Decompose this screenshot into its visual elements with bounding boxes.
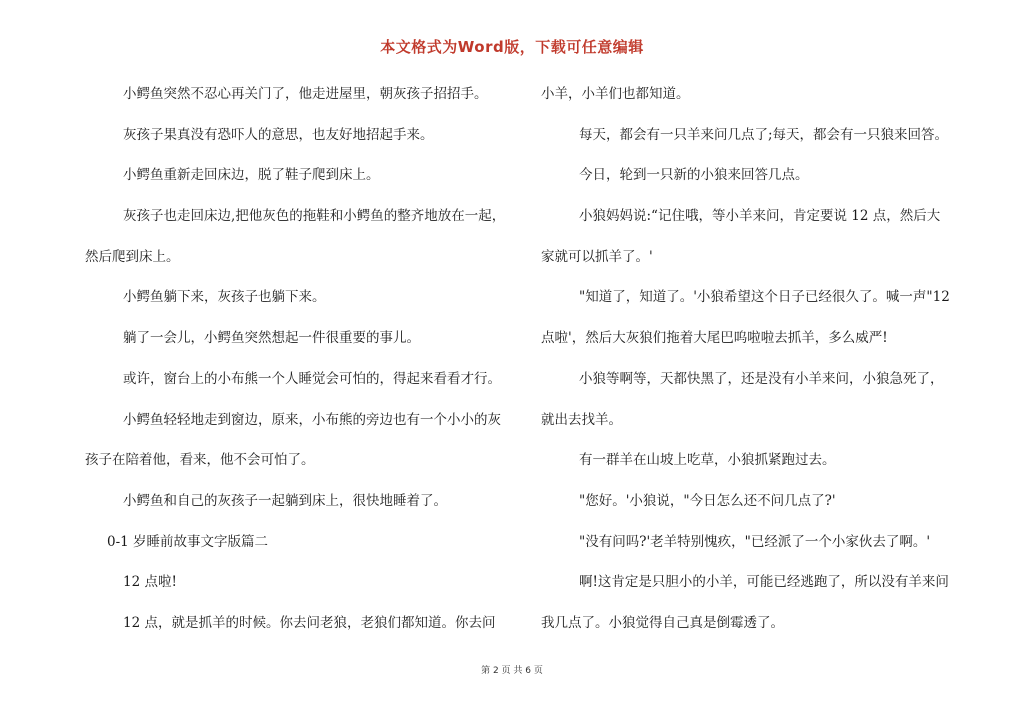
paragraph-line: 12 点，就是抓羊的时候。你去问老狼，老狼们都知道。你去问 [123,614,496,631]
section-heading: 0-1 岁睡前故事文字版篇二 [107,533,269,550]
document-banner: 本文格式为Word版，下载可任意编辑 [380,38,644,56]
paragraph-line: 小狼妈妈说:“记住哦，等小羊来问，肯定要说 12 点，然后大 [579,208,941,225]
paragraph-line: 灰孩子也走回床边,把他灰色的拖鞋和小鳄鱼的整齐地放在一起， [123,208,506,225]
paragraph-line: 孩子在陪着他，看来，他不会可怕了。 [85,452,315,469]
paragraph-line: 或许，窗台上的小布熊一个人睡觉会可怕的，得起来看看才行。 [123,370,501,387]
paragraph-line: 有一群羊在山坡上吃草，小狼抓紧跑过去。 [579,452,836,469]
paragraph-line: 小狼等啊等，天都快黑了，还是没有小羊来问，小狼急死了， [579,370,944,387]
paragraph-line: 家就可以抓羊了。' [541,248,653,265]
paragraph-line: 躺了一会儿，小鳄鱼突然想起一件很重要的事儿。 [123,330,420,347]
page-footer: 第 2 页 共 6 页 [481,666,543,676]
paragraph-line: 就出去找羊。 [541,411,622,428]
paragraph-line: "知道了，知道了。'小狼希望这个日子已经很久了。喊一声"12 [579,289,950,306]
paragraph-line: 小鳄鱼轻轻地走到窗边，原来，小布熊的旁边也有一个小小的灰 [123,411,501,428]
left-column [85,82,517,652]
paragraph-line: 点啦'，然后大灰狼们拖着大尾巴呜啦啦去抓羊，多么威严! [541,330,888,347]
paragraph-line: 每天，都会有一只羊来问几点了;每天，都会有一只狼来回答。 [579,126,949,143]
paragraph-line: 灰孩子果真没有恐吓人的意思，也友好地招起手来。 [123,126,434,143]
paragraph-line: 小鳄鱼和自己的灰孩子一起躺到床上，很快地睡着了。 [123,492,447,509]
paragraph-line: "您好。'小狼说，"今日怎么还不问几点了?' [579,492,836,509]
paragraph-line: 小鳄鱼突然不忍心再关门了，他走进屋里，朝灰孩子招招手。 [123,86,488,102]
paragraph-line: 小鳄鱼躺下来，灰孩子也躺下来。 [123,289,326,306]
right-column [541,82,969,652]
paragraph-line: 啊!这肯定是只胆小的小羊，可能已经逃跑了，所以没有羊来问 [579,574,949,591]
paragraph-line: 小羊，小羊们也都知道。 [541,86,690,102]
paragraph-line: 然后爬到床上。 [85,248,180,265]
paragraph-line: 我几点了。小狼觉得自己真是倒霉透了。 [541,614,784,631]
paragraph-line: 小鳄鱼重新走回床边，脱了鞋子爬到床上。 [123,167,380,184]
paragraph-line: 今日，轮到一只新的小狼来回答几点。 [579,167,809,184]
paragraph-line: 12 点啦! [123,574,177,591]
paragraph-line: "没有问吗?'老羊特别愧疚，"已经派了一个小家伙去了啊。' [579,533,931,550]
